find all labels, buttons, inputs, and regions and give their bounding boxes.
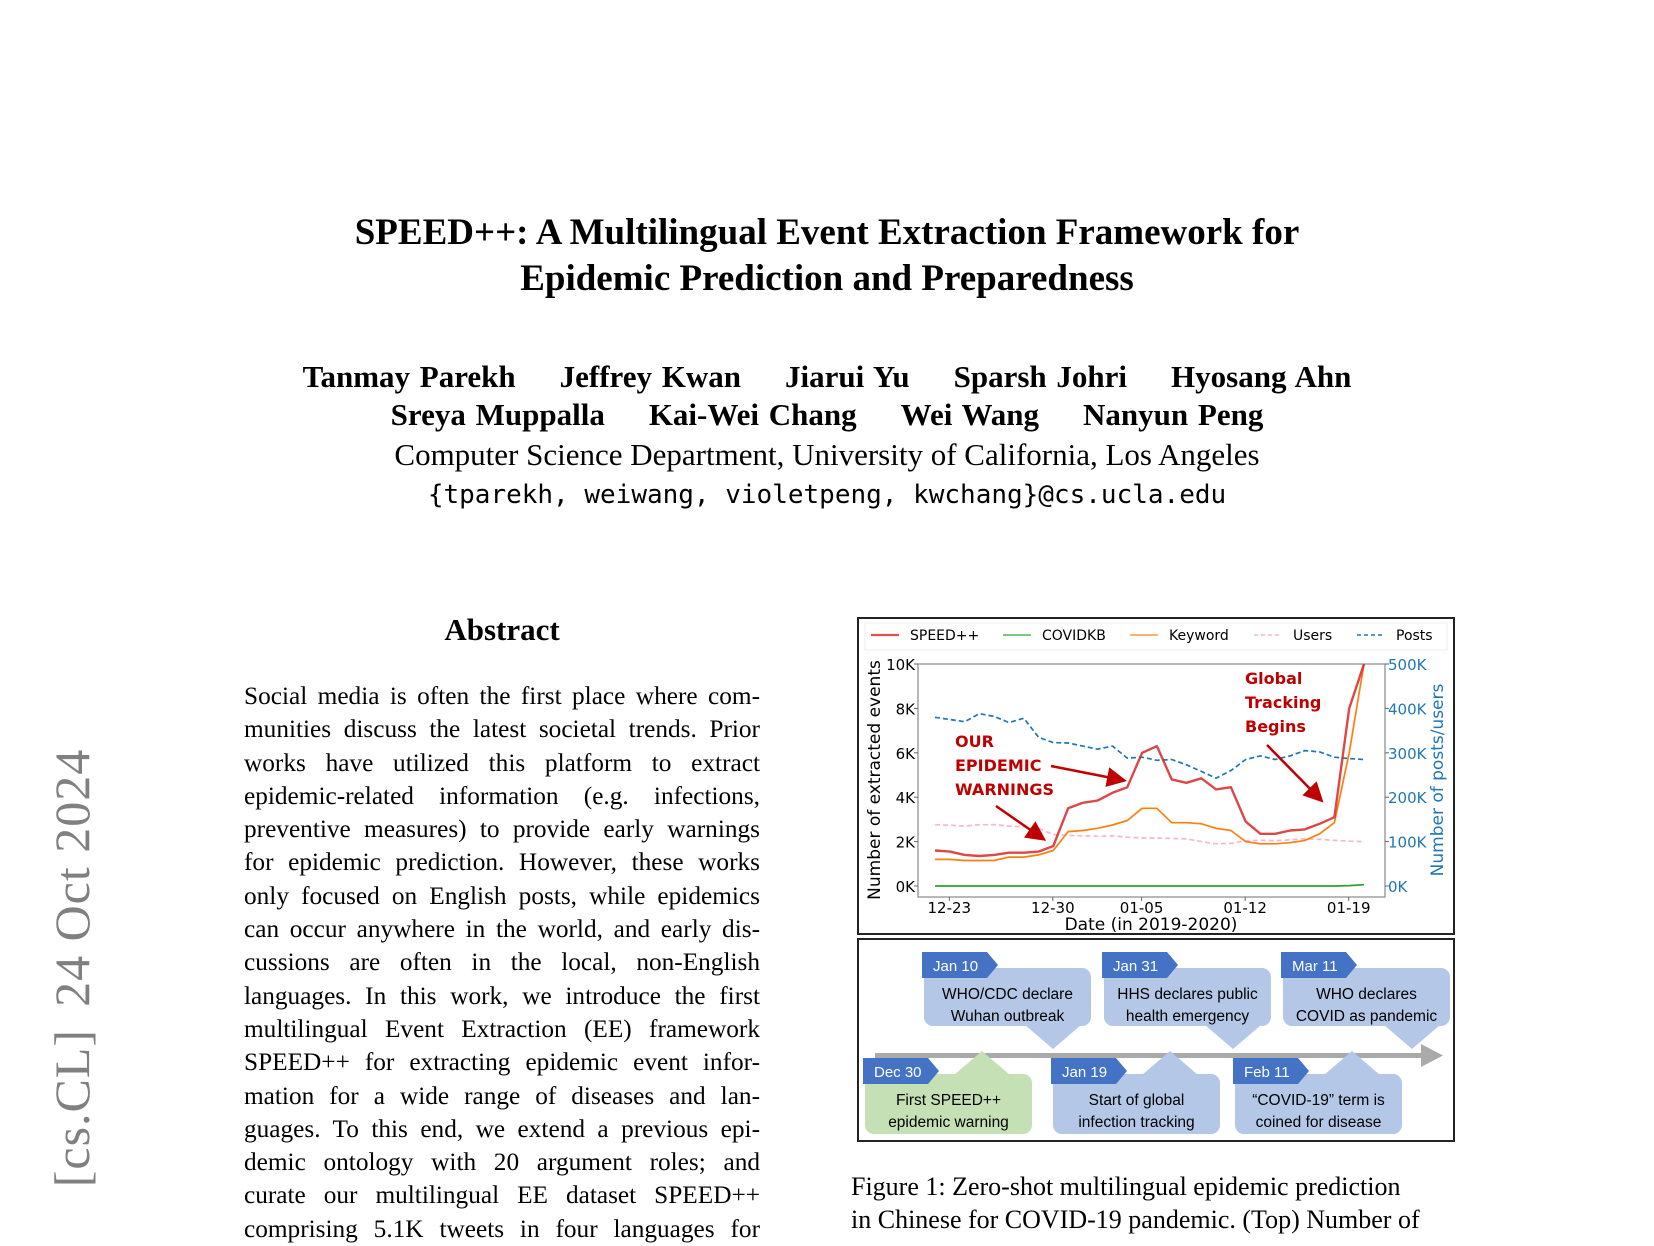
annotation-epidemic-warnings <box>955 732 1054 799</box>
arxiv-date: 24 Oct 2024 <box>44 748 100 1007</box>
abstract-line: SPEED++ for extracting epidemic event infor- <box>244 1048 760 1077</box>
abstract-body <box>244 680 760 1246</box>
svg-text:Global: Global <box>1245 669 1303 688</box>
arxiv-stamp <box>43 749 101 1188</box>
y-tick-label: 10K <box>886 656 915 674</box>
event-text: epidemic warning <box>888 1114 1009 1131</box>
arrow-icon <box>1051 766 1122 780</box>
y-tick-label: 8K <box>895 700 915 719</box>
figure-chart-panel <box>857 617 1455 935</box>
abstract-line: languages. In this work, we introduce the first <box>244 981 760 1010</box>
abstract-line: mation for a wide range of diseases and lan- <box>244 1081 760 1110</box>
arxiv-category: [cs.CL] <box>44 1028 100 1188</box>
y-tick-label-right: 500K <box>1388 656 1427 674</box>
abstract-line: curate our multilingual EE dataset SPEED++ <box>244 1181 760 1210</box>
bottom-event-0 <box>863 1051 1032 1134</box>
abstract-line: preventive measures) to provide early warnings <box>244 815 760 844</box>
author-name: Kai-Wei Chang <box>648 397 857 432</box>
svg-text:Begins: Begins <box>1245 717 1306 736</box>
svg-text:EPIDEMIC: EPIDEMIC <box>955 756 1042 775</box>
y-tick-label-right: 200K <box>1388 789 1427 808</box>
annotation-global-tracking <box>1245 669 1321 736</box>
figure-caption-line-1: Figure 1: Zero-shot multilingual epidemic prediction <box>851 1172 1401 1201</box>
abstract-line: only focused on English posts, while epidemics <box>244 881 760 910</box>
x-axis <box>927 897 1370 917</box>
legend-keyword: Keyword <box>1169 628 1229 644</box>
abstract-line: comprising 5.1K tweets in four languages for <box>244 1214 760 1243</box>
event-text: “COVID-19” term is <box>1252 1092 1385 1109</box>
y-tick-label-right: 0K <box>1388 878 1408 896</box>
arrow-icon <box>996 806 1042 838</box>
event-date: Jan 19 <box>1062 1064 1108 1081</box>
arrow-head-icon <box>1421 1044 1443 1067</box>
y-tick-label: 4K <box>895 789 915 808</box>
event-text: First SPEED++ <box>895 1092 1002 1109</box>
abstract-line: multilingual Event Extraction (EE) framework <box>244 1014 760 1043</box>
abstract-line: demic ontology with 20 argument roles; and <box>244 1148 760 1177</box>
author-name: Wei Wang <box>900 397 1040 432</box>
y-tick-label: 2K <box>895 833 915 852</box>
author-name: Sreya Muppalla <box>390 397 605 432</box>
top-event-0 <box>922 952 1091 1049</box>
svg-text:Tracking: Tracking <box>1245 693 1322 712</box>
figure-caption-line-2: in Chinese for COVID-19 pandemic. (Top) Number of <box>851 1205 1420 1234</box>
y-axis-left <box>886 656 918 896</box>
author-name: Sparsh Johri <box>953 359 1128 394</box>
series-covidkb <box>935 885 1364 886</box>
event-date: Mar 11 <box>1292 958 1338 975</box>
event-text: WHO/CDC declare <box>942 986 1073 1003</box>
author-name: Nanyun Peng <box>1083 397 1264 432</box>
abstract-line: can occur anywhere in the world, and early dis- <box>244 915 760 944</box>
line-chart <box>859 619 1453 933</box>
event-date: Jan 31 <box>1113 958 1159 975</box>
y-tick-label-right: 400K <box>1388 700 1427 719</box>
event-date: Dec 30 <box>874 1064 922 1081</box>
author-name: Tanmay Parekh <box>302 359 516 394</box>
svg-text:OUR: OUR <box>955 732 994 751</box>
event-text: infection tracking <box>1078 1114 1195 1131</box>
author-name: Jeffrey Kwan <box>559 359 742 394</box>
x-tick-label: 01-05 <box>1119 899 1164 917</box>
event-text: Wuhan outbreak <box>950 1008 1065 1025</box>
author-name: Hyosang Ahn <box>1171 359 1352 394</box>
y-axis-right <box>1385 656 1428 896</box>
event-text: health emergency <box>1125 1008 1250 1025</box>
abstract-line: for epidemic prediction. However, these works <box>244 848 760 877</box>
legend-speed: SPEED++ <box>910 628 980 644</box>
x-tick-label: 12-23 <box>927 899 972 917</box>
x-axis-label: Date (in 2019-2020) <box>1064 915 1238 935</box>
legend-posts: Posts <box>1396 628 1433 644</box>
event-text: Start of global <box>1088 1092 1185 1109</box>
event-text: HHS declares public <box>1117 986 1258 1003</box>
bottom-event-1 <box>1051 1051 1220 1134</box>
figure-timeline-panel <box>857 938 1455 1142</box>
paper-title-line-1: SPEED++: A Multilingual Event Extraction Framework for <box>354 212 1300 253</box>
legend-covidkb: COVIDKB <box>1042 628 1106 644</box>
y-tick-label: 6K <box>895 744 915 763</box>
author-emails: {tparekh, weiwang, violetpeng, kwchang}@cs.ucla.edu <box>427 480 1227 510</box>
x-tick-label: 01-12 <box>1223 899 1267 917</box>
abstract-line: Social media is often the first place where com- <box>244 682 760 710</box>
top-event-2 <box>1281 952 1450 1049</box>
paper-title-line-2: Epidemic Prediction and Preparedness <box>520 258 1134 299</box>
event-date: Jan 10 <box>933 958 979 975</box>
abstract-line: works have utilized this platform to extract <box>244 748 760 777</box>
event-text: WHO declares <box>1316 986 1417 1003</box>
abstract-line: munities discuss the latest societal trends. Prior <box>244 715 760 744</box>
y-axis-right-label: Number of posts/users <box>1428 683 1448 877</box>
event-text: COVID as pandemic <box>1295 1008 1438 1025</box>
y-axis-left-label: Number of extracted events <box>865 660 885 900</box>
svg-text:WARNINGS: WARNINGS <box>955 780 1055 799</box>
x-tick-label: 12-30 <box>1031 899 1075 917</box>
author-name: Jiarui Yu <box>785 359 910 394</box>
affiliation: Computer Science Department, University of California, Los Angeles <box>394 437 1260 472</box>
timeline-arrow <box>875 1053 1423 1058</box>
abstract-line: guages. To this end, we extend a previous epi- <box>244 1114 760 1143</box>
authors-line-2 <box>0 396 1654 434</box>
y-tick-label: 0K <box>895 878 915 896</box>
top-event-1 <box>1102 952 1271 1049</box>
bottom-event-2 <box>1233 1051 1402 1134</box>
chart-legend <box>865 623 1447 650</box>
abstract-line: epidemic-related information (e.g. infections, <box>244 781 760 810</box>
event-text: coined for disease <box>1255 1114 1382 1131</box>
y-tick-label-right: 300K <box>1388 744 1427 763</box>
y-tick-label-right: 100K <box>1388 833 1427 852</box>
abstract-heading: Abstract <box>444 612 560 647</box>
event-date: Feb 11 <box>1244 1064 1290 1081</box>
authors-line-1 <box>0 358 1654 396</box>
abstract-line: cussions are often in the local, non-English <box>244 948 760 977</box>
legend-users: Users <box>1293 628 1333 644</box>
timeline <box>859 940 1453 1140</box>
x-tick-label: 01-19 <box>1326 899 1371 917</box>
arrow-icon <box>1267 745 1320 799</box>
